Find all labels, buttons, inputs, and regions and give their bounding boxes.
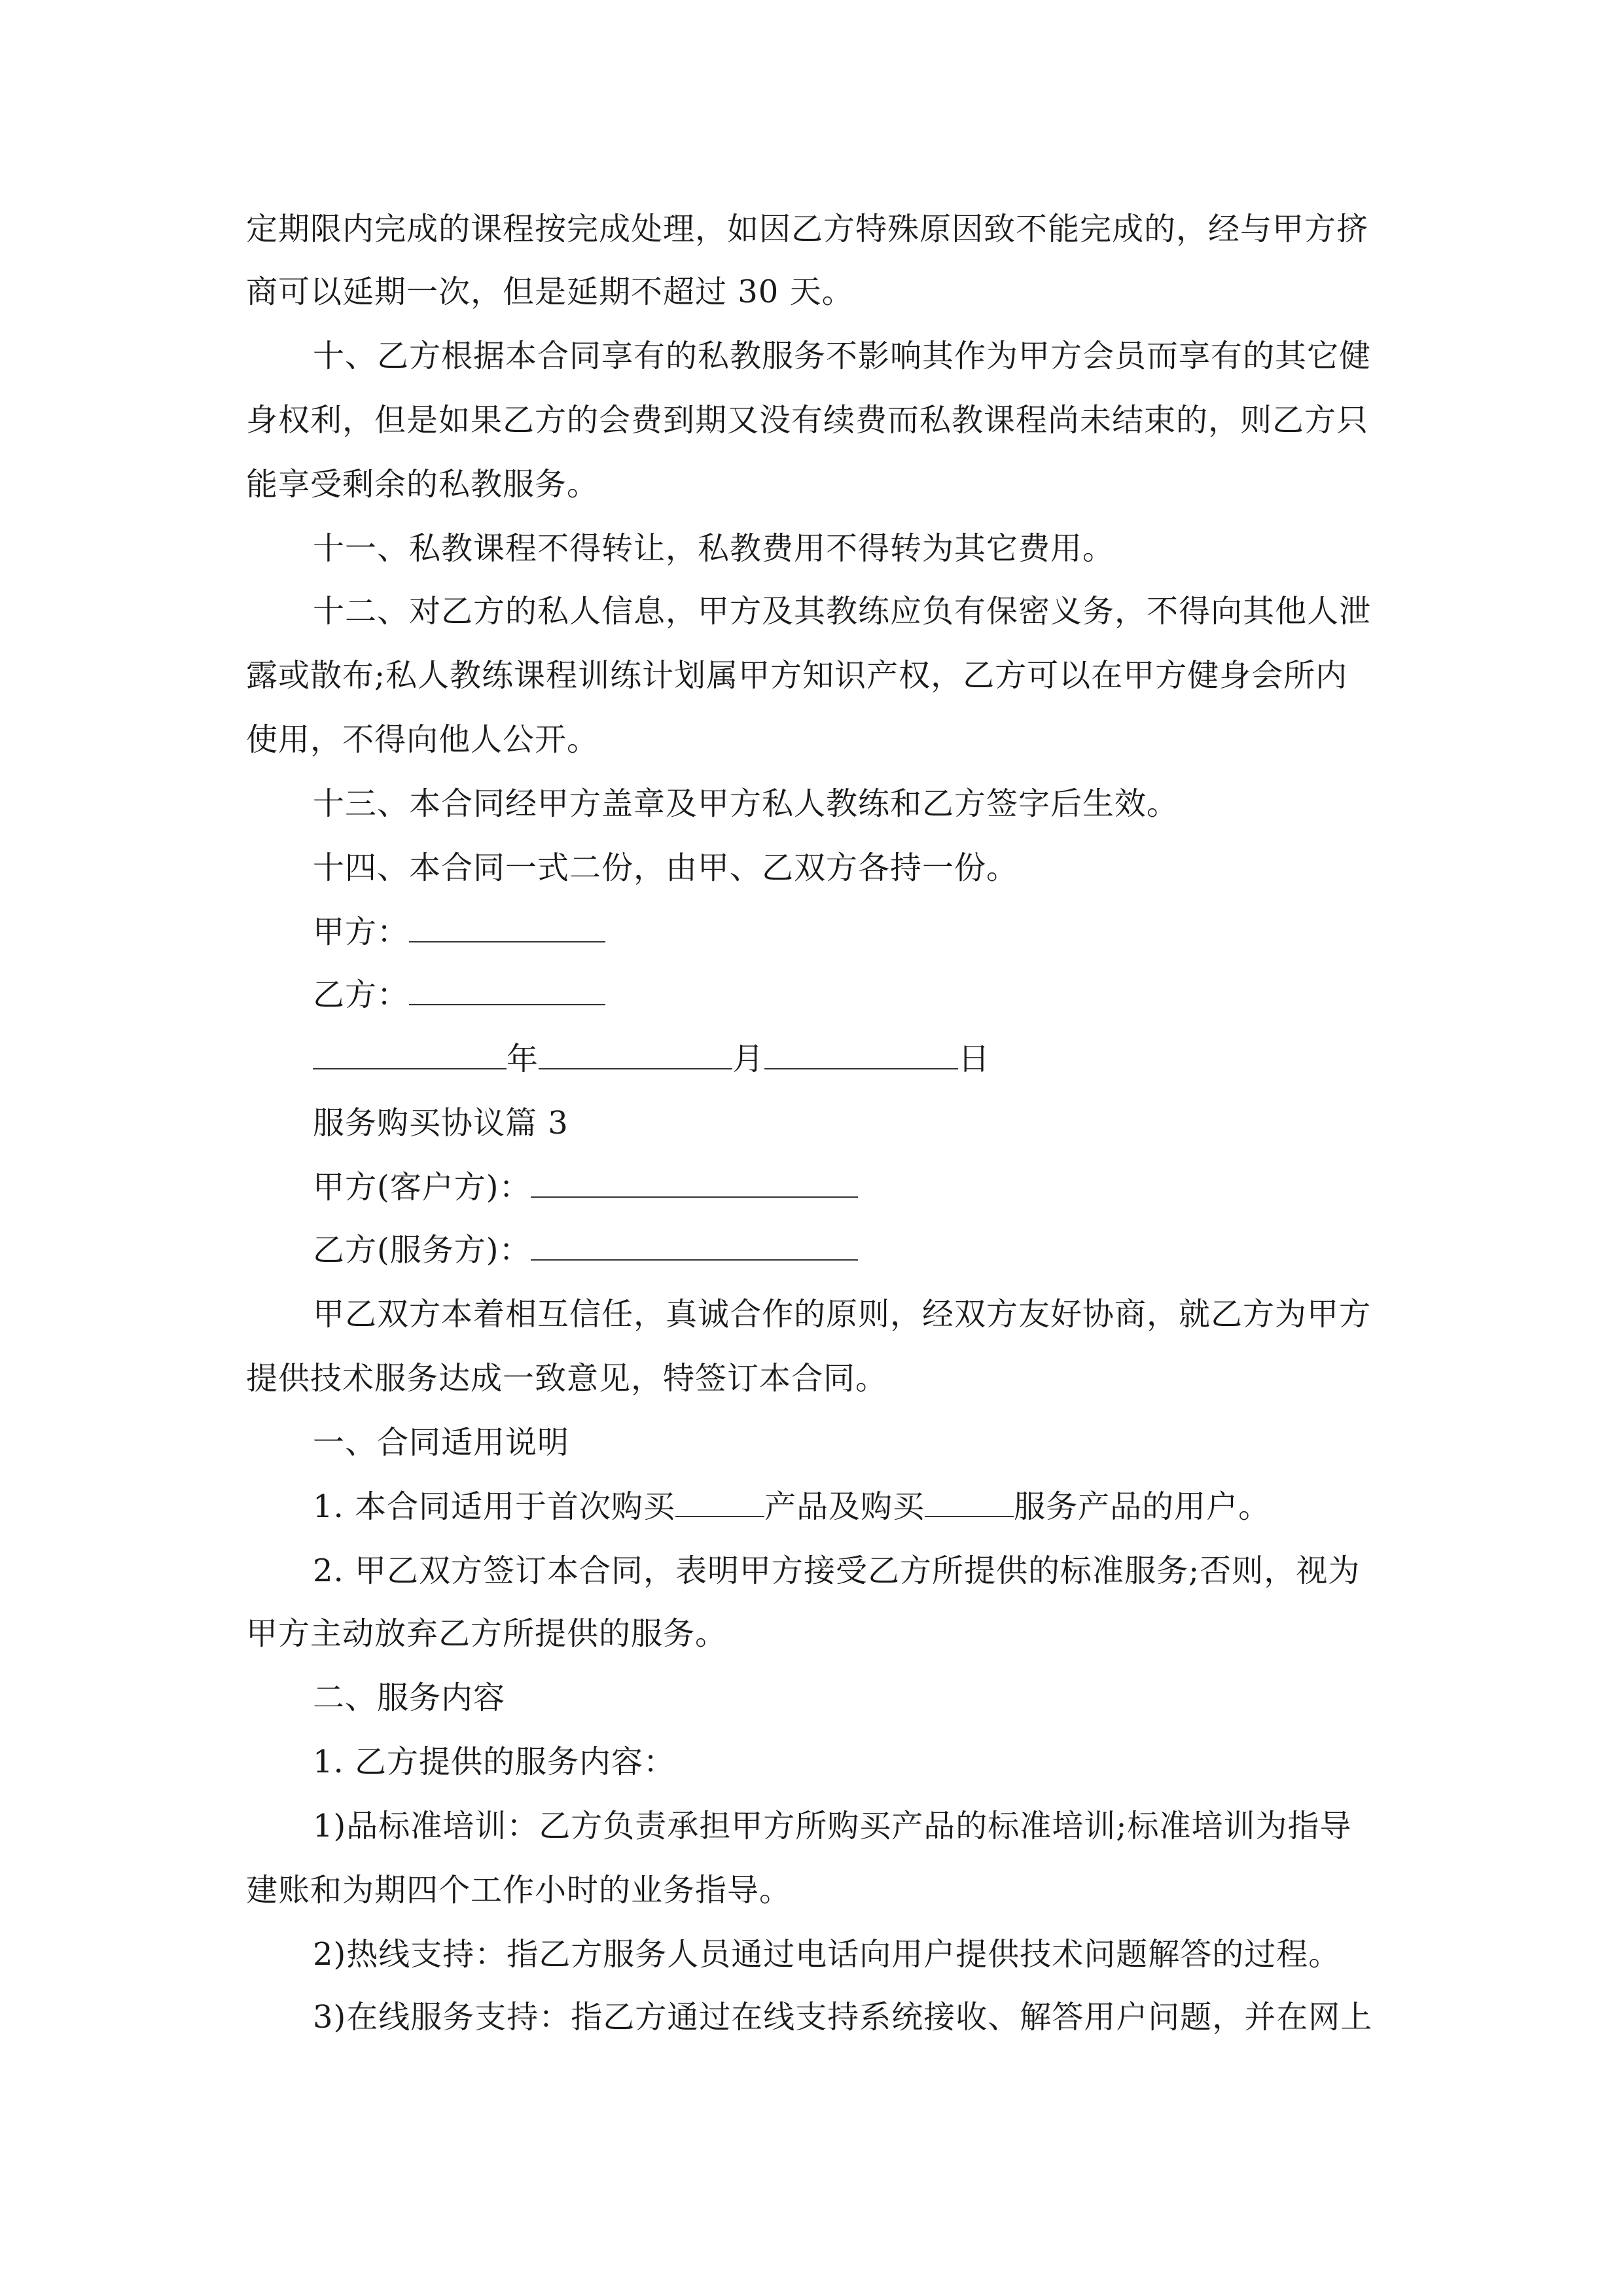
item-1-part-3: 服务产品的用户。	[1014, 1488, 1271, 1525]
clause-13: 十三、本合同经甲方盖章及甲方私人教练和乙方签字后生效。	[313, 785, 1179, 822]
paragraph-line: 商可以延期一次，但是延期不超过 30 天。	[246, 274, 854, 310]
item-1-part-2: 产品及购买	[764, 1488, 925, 1525]
party-a-blank[interactable]	[409, 914, 605, 942]
paragraph-line: 露或散布;私人教练课程训练计划属甲方知识产权，乙方可以在甲方健身会所内	[246, 657, 1348, 694]
paragraph-line: 提供技术服务达成一致意见，特签订本合同。	[246, 1360, 888, 1397]
product-blank[interactable]	[675, 1488, 764, 1517]
clause-14: 十四、本合同一式二份，由甲、乙双方各持一份。	[313, 850, 1019, 886]
year-label: 年	[507, 1041, 539, 1077]
party-a-label: 甲方：	[313, 914, 410, 950]
client-row	[313, 1168, 1623, 1207]
clause-11: 十一、私教课程不得转让，私教费用不得转为其它费用。	[313, 530, 1115, 567]
party-b-signature-row	[313, 975, 1623, 1014]
subitem-1-2: 2)热线支持：指乙方服务人员通过电话向用户提供技术问题解答的过程。	[313, 1936, 1341, 1973]
subitem-1-1-line-1: 1)品标准培训：乙方负责承担甲方所购买产品的标准培训;标准培训为指导	[313, 1808, 1352, 1844]
subitem-1-3-line-1: 3)在线服务支持：指乙方通过在线支持系统接收、解答用户问题，并在网上	[313, 1999, 1373, 2036]
service-product-blank[interactable]	[925, 1488, 1014, 1517]
party-b-label: 乙方：	[313, 977, 410, 1013]
month-label: 月	[732, 1041, 765, 1077]
heading-1: 一、合同适用说明	[313, 1424, 570, 1461]
clause-10-line-1: 十、乙方根据本合同享有的私教服务不影响其作为甲方会员而享有的其它健	[313, 338, 1372, 374]
day-blank[interactable]	[764, 1041, 958, 1069]
client-label: 甲方(客户方)：	[313, 1169, 531, 1206]
clause-12-line-1: 十二、对乙方的私人信息，甲方及其教练应负有保密义务，不得向其他人泄	[313, 593, 1372, 630]
month-blank[interactable]	[539, 1041, 732, 1069]
service-provider-row	[313, 1230, 1623, 1270]
heading-2: 二、服务内容	[313, 1679, 506, 1716]
item-2-line-1: 2. 甲乙双方签订本合同，表明甲方接受乙方所提供的标准服务;否则，视为	[313, 1552, 1361, 1589]
paragraph-line: 甲方主动放弃乙方所提供的服务。	[246, 1615, 728, 1652]
day-label: 日	[958, 1041, 991, 1077]
section-title: 服务购买协议篇 3	[313, 1105, 569, 1141]
paragraph-line: 身权利，但是如果乙方的会费到期又没有续费而私教课程尚未结束的，则乙方只	[246, 402, 1369, 439]
paragraph-line: 能享受剩余的私教服务。	[246, 466, 599, 503]
paragraph-line: 使用，不得向他人公开。	[246, 721, 599, 758]
paragraph-line: 建账和为期四个工作小时的业务指导。	[246, 1872, 792, 1909]
item-1-row	[313, 1487, 1623, 1526]
service-provider-blank[interactable]	[531, 1232, 858, 1261]
date-row	[313, 1039, 1623, 1079]
year-blank[interactable]	[313, 1041, 507, 1069]
party-a-signature-row	[313, 912, 1623, 952]
item-1-part-1: 1. 本合同适用于首次购买	[313, 1488, 676, 1525]
subitem-1: 1. 乙方提供的服务内容：	[313, 1744, 676, 1780]
service-provider-label: 乙方(服务方)：	[313, 1232, 531, 1268]
preamble-line-1: 甲乙双方本着相互信任，真诚合作的原则，经双方友好协商，就乙方为甲方	[313, 1296, 1372, 1333]
party-b-blank[interactable]	[409, 977, 605, 1005]
paragraph-line: 定期限内完成的课程按完成处理，如因乙方特殊原因致不能完成的，经与甲方挤	[246, 211, 1369, 247]
client-blank[interactable]	[531, 1169, 858, 1198]
